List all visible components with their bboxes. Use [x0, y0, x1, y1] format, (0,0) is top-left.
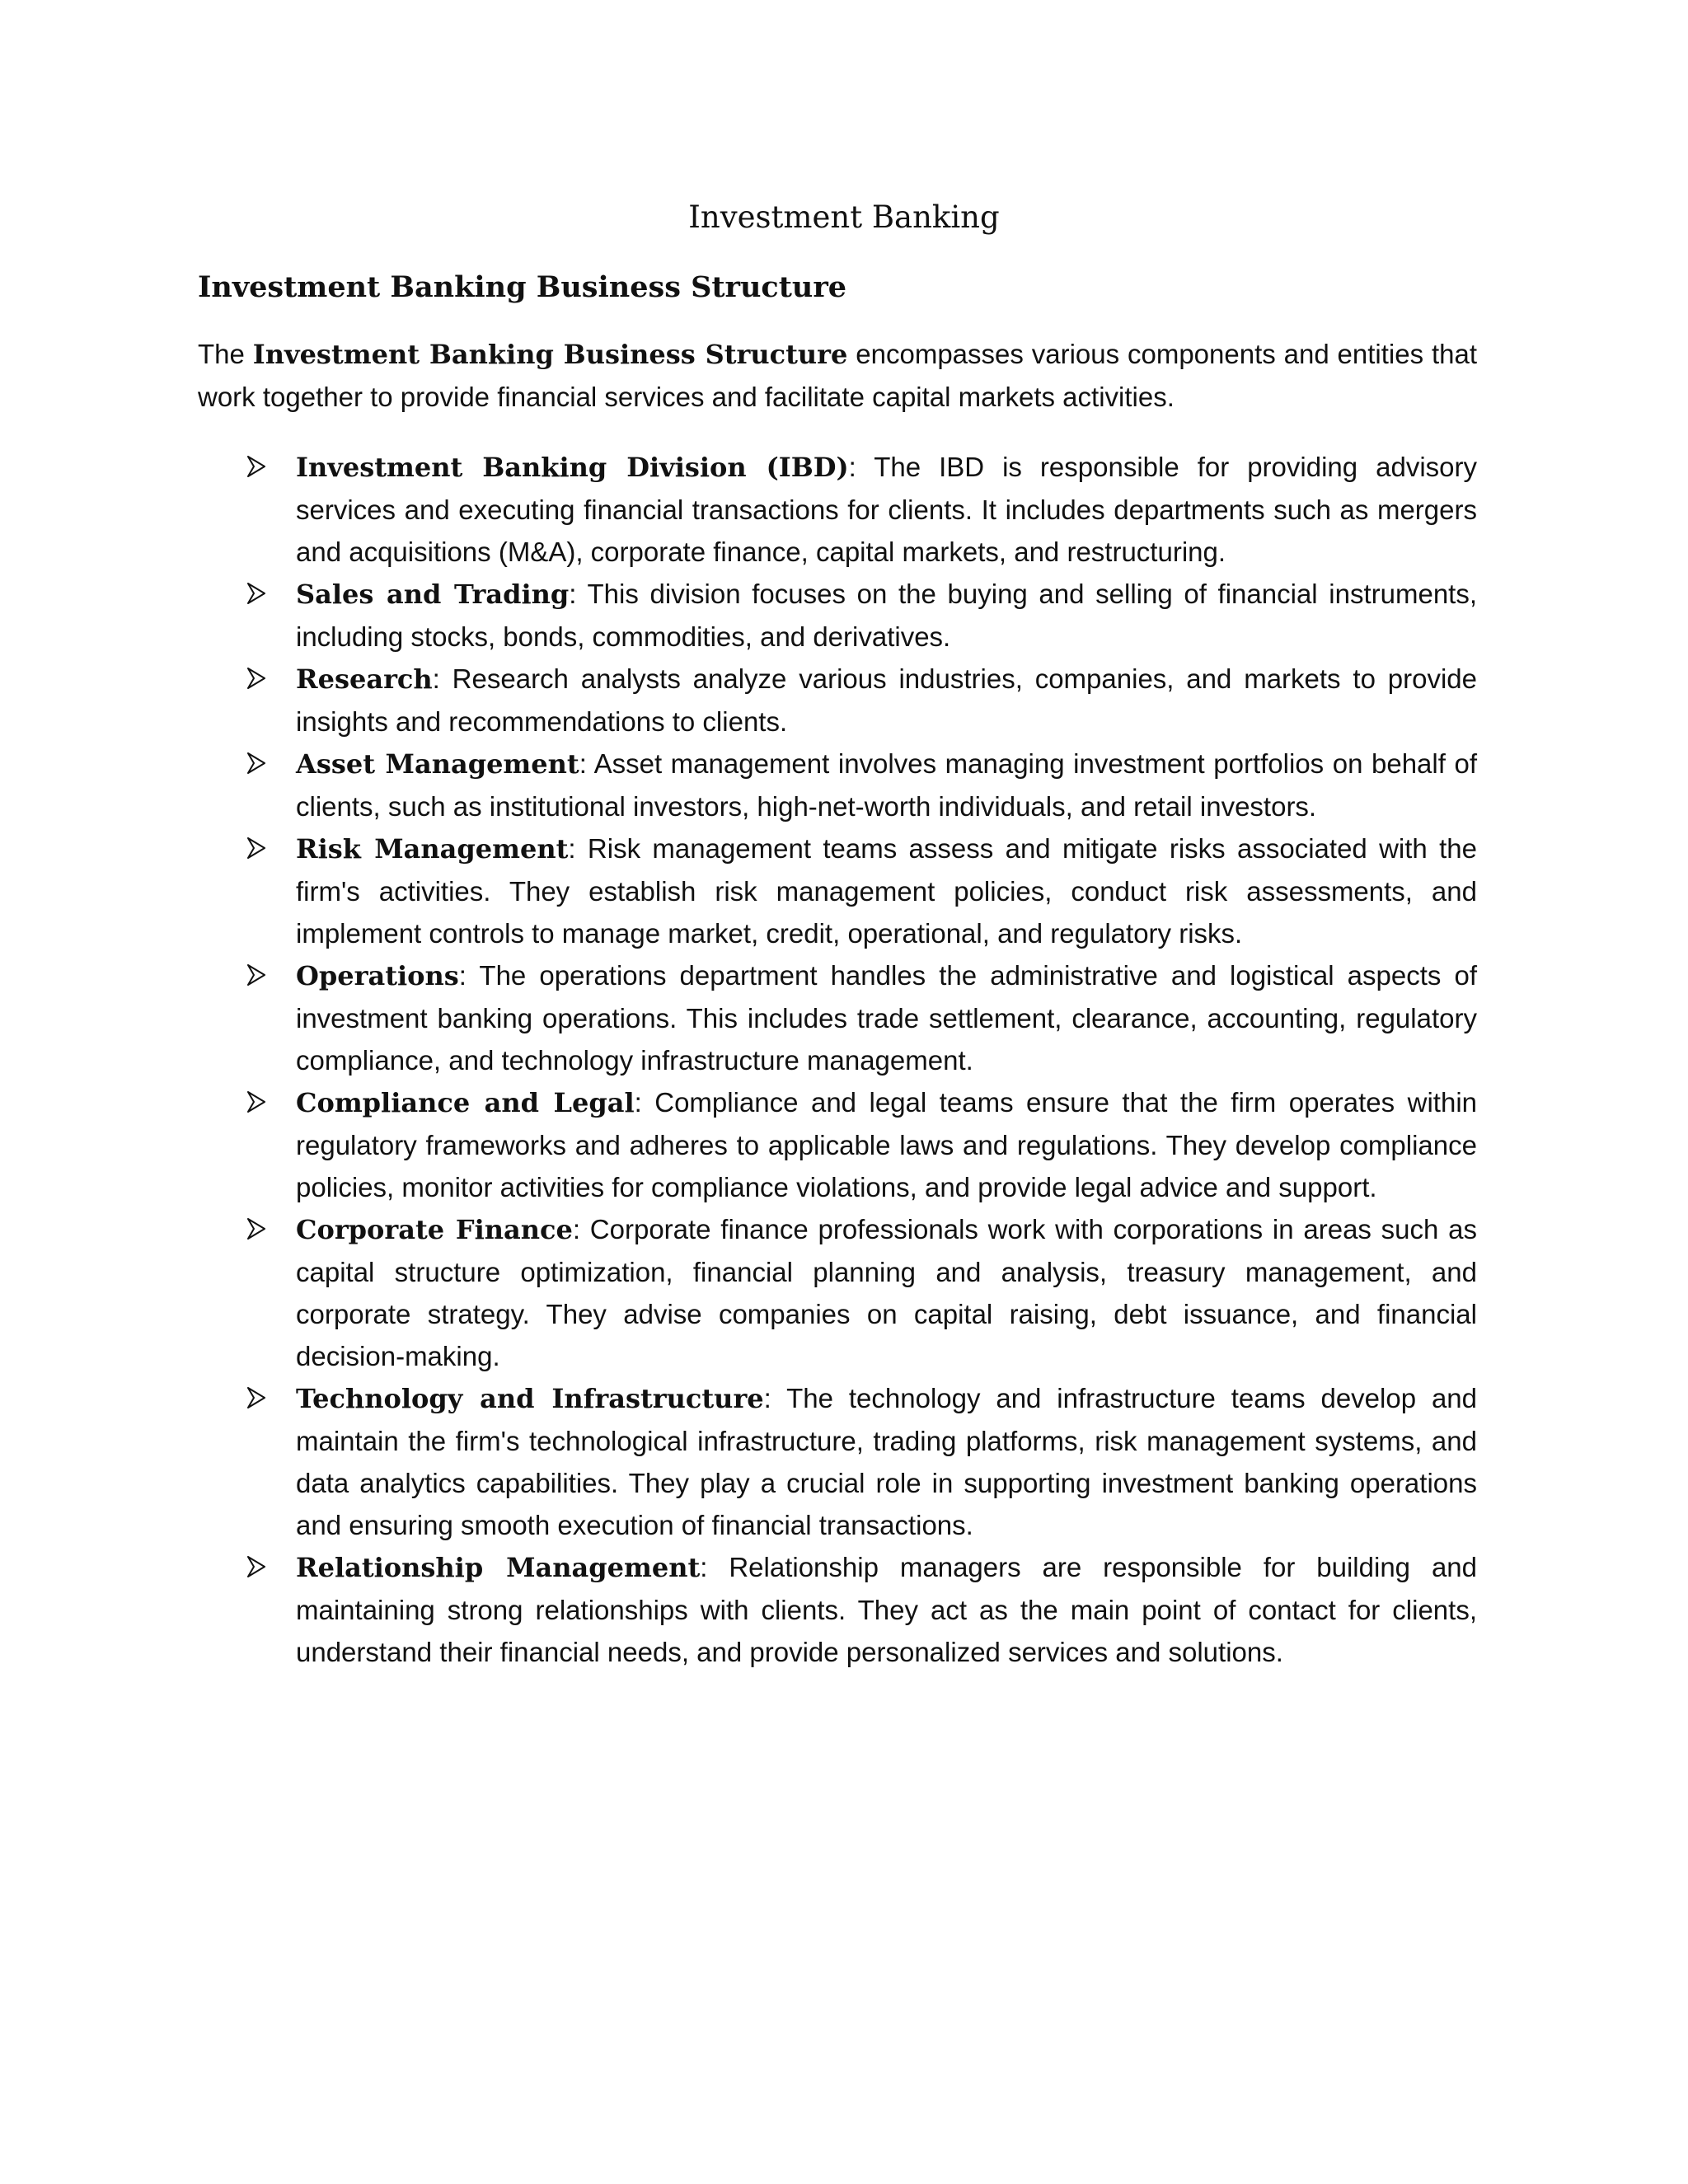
item-term: Research: [296, 663, 433, 695]
item-text: : The IBD is responsible for providing advisory services and executing financial transactions for clients. It includes departments such as mergers and acquisitions (M&A), corporate finance, capital markets, and restructuring.: [296, 452, 1477, 567]
item-term: Corporate Finance: [296, 1214, 573, 1245]
intro-emphasis: Investment Banking Business Structure: [252, 339, 848, 370]
list-item: [198, 1081, 1477, 1208]
arrowhead-bullet-icon: [247, 837, 265, 859]
arrowhead-bullet-icon: [247, 1387, 265, 1408]
item-term: Asset Management: [296, 748, 579, 780]
item-text: : The operations department handles the administrative and logistical aspects of investment banking operations. This includes trade settlement, clearance, accounting, regulatory compliance, and technology infrastructure management.: [296, 960, 1477, 1076]
list-item: [198, 954, 1477, 1081]
arrowhead-bullet-icon: [247, 1091, 265, 1113]
list-item: [198, 658, 1477, 743]
arrowhead-bullet-icon: [247, 1218, 265, 1240]
arrowhead-bullet-icon: [247, 668, 265, 689]
arrowhead-bullet-icon: [247, 456, 265, 477]
item-term: Technology and Infrastructure: [296, 1383, 764, 1414]
item-text: : Research analysts analyze various industries, companies, and markets to provide insights and recommendations to clients.: [296, 663, 1477, 737]
list-item: [198, 1208, 1477, 1377]
arrowhead-bullet-icon: [247, 752, 265, 774]
item-term: Sales and Trading: [296, 579, 570, 610]
item-text: : Asset management involves managing investment portfolios on behalf of clients, such as institutional investors, high-net-worth individuals, and retail investors.: [296, 748, 1477, 822]
item-text: : Risk management teams assess and mitigate risks associated with the firm's activities. They establish risk management policies, conduct risk assessments, and implement controls to manage market, credit, operational, and regulatory risks.: [296, 833, 1477, 949]
list-item: [198, 743, 1477, 827]
section-heading: Investment Banking Business Structure: [198, 270, 847, 304]
item-term: Relationship Management: [296, 1552, 701, 1583]
list-item: [198, 827, 1477, 954]
item-term: Compliance and Legal: [296, 1087, 635, 1118]
item-term: Investment Banking Division (IBD): [296, 452, 849, 483]
item-text: : Compliance and legal teams ensure that the firm operates within regulatory frameworks and adheres to applicable laws and regulations. They develop compliance policies, monitor activities for compliance violations, and provide legal advice and support.: [296, 1087, 1478, 1202]
structure-list: [198, 446, 1477, 1673]
list-item: [198, 446, 1477, 573]
intro-suffix: encompasses various components and entities that work together to provide financial services and facilitate capital markets activities.: [198, 339, 1477, 412]
item-text: : Relationship managers are responsible for building and maintaining strong relationships with clients. They act as the main point of contact for clients, understand their financial needs, and provide personalized services and solutions.: [296, 1552, 1477, 1667]
arrowhead-bullet-icon: [247, 583, 265, 604]
item-text: : This division focuses on the buying and selling of financial instruments, including stocks, bonds, commodities, and derivatives.: [296, 579, 1478, 652]
item-term: Risk Management: [296, 833, 569, 865]
item-text: : Corporate finance professionals work with corporations in areas such as capital structure optimization, financial planning and analysis, treasury management, and corporate strategy. They advise companies on capital raising, debt issuance, and financial decision-making.: [296, 1214, 1478, 1371]
intro-prefix: The: [198, 339, 253, 369]
arrowhead-bullet-icon: [247, 1556, 265, 1577]
document-title: Investment Banking: [688, 199, 1000, 235]
arrowhead-bullet-icon: [247, 964, 265, 986]
item-term: Operations: [296, 960, 459, 991]
list-item: [198, 573, 1477, 658]
intro-paragraph: [198, 333, 1477, 418]
item-text: : The technology and infrastructure teams develop and maintain the firm's technological infrastructure, trading platforms, risk management systems, and data analytics capabilities. They play a crucial role in supporting investment banking operations and ensuring smooth execution of financial transactions.: [296, 1383, 1477, 1540]
list-item: [198, 1377, 1477, 1546]
list-item: [198, 1546, 1477, 1673]
